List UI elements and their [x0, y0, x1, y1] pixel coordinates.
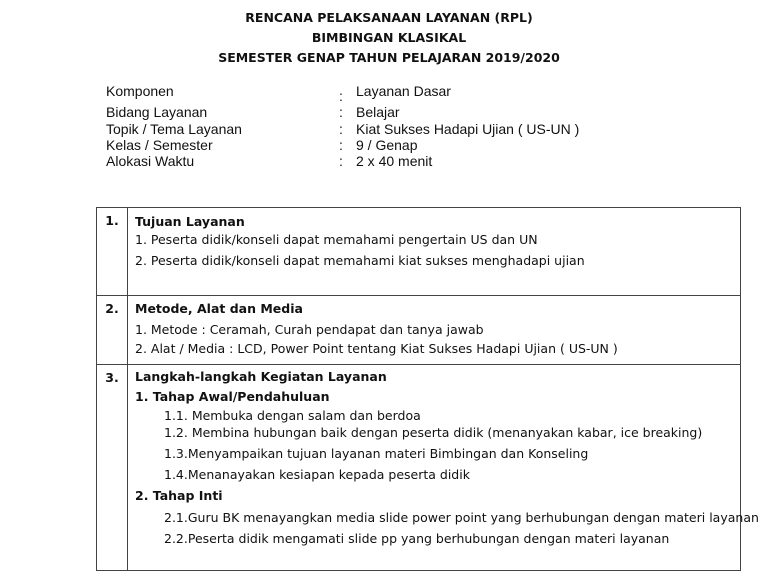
section-number: 1. — [97, 208, 128, 296]
info-label-kelas: Kelas / Semester — [106, 137, 213, 153]
stage-title: 2. Tahap Inti — [135, 488, 223, 503]
info-label-topik: Topik / Tema Layanan — [106, 121, 242, 137]
info-colon: : — [339, 88, 343, 104]
doc-subtitle: BIMBINGAN KLASIKAL — [311, 30, 467, 45]
list-item: 1. Metode : Ceramah, Curah pendapat dan tanya jawab — [135, 322, 484, 337]
table-row — [97, 365, 741, 571]
list-item: 1. Peserta didik/konseli dapat memahami pengertain US dan UN — [135, 232, 538, 247]
info-value-topik: Kiat Sukses Hadapi Ujian ( US-UN ) — [356, 121, 580, 137]
list-item: 2.2.Peserta didik mengamati slide pp yang berhubungan dengan materi layanan — [164, 531, 670, 546]
info-label-alokasi: Alokasi Waktu — [106, 153, 195, 169]
info-colon: : — [339, 153, 343, 169]
info-value-bidang: Belajar — [356, 104, 400, 120]
info-colon: : — [339, 104, 343, 120]
info-value-komponen: Layanan Dasar — [356, 83, 451, 99]
info-label-komponen: Komponen — [106, 83, 174, 99]
table-row — [97, 208, 741, 296]
table-row — [97, 296, 741, 365]
info-value-kelas: 9 / Genap — [356, 137, 418, 153]
list-item: 1.1. Membuka dengan salam dan berdoa — [164, 408, 421, 423]
section-title: Langkah-langkah Kegiatan Layanan — [135, 369, 387, 384]
info-value-alokasi: 2 x 40 menit — [356, 153, 433, 169]
doc-semester: SEMESTER GENAP TAHUN PELAJARAN 2019/2020 — [218, 50, 560, 65]
section-content — [128, 296, 741, 365]
section-title: Tujuan Layanan — [135, 214, 245, 229]
info-colon: : — [339, 121, 343, 137]
list-item: 2. Alat / Media : LCD, Power Point tentang Kiat Sukses Hadapi Ujian ( US-UN ) — [135, 341, 618, 356]
list-item: 2.1.Guru BK menayangkan media slide power point yang berhubungan dengan materi layanan — [164, 510, 759, 525]
section-title: Metode, Alat dan Media — [135, 301, 303, 316]
section-number: 3. — [97, 365, 128, 571]
info-colon: : — [339, 137, 343, 153]
list-item: 1.2. Membina hubungan baik dengan peserta didik (menanyakan kabar, ice breaking) — [164, 425, 703, 440]
info-label-bidang: Bidang Layanan — [106, 104, 208, 120]
list-item: 1.3.Menyampaikan tujuan layanan materi Bimbingan dan Konseling — [164, 446, 589, 461]
section-content — [128, 365, 759, 571]
section-number: 2. — [97, 296, 128, 365]
doc-title: RENCANA PELAKSANAAN LAYANAN (RPL) — [245, 10, 533, 25]
list-item: 2. Peserta didik/konseli dapat memahami kiat sukses menghadapi ujian — [135, 253, 585, 268]
list-item: 1.4.Menanayakan kesiapan kepada peserta didik — [164, 467, 470, 482]
section-content — [128, 208, 741, 296]
stage-title: 1. Tahap Awal/Pendahuluan — [135, 389, 330, 404]
rpl-table — [96, 207, 759, 571]
